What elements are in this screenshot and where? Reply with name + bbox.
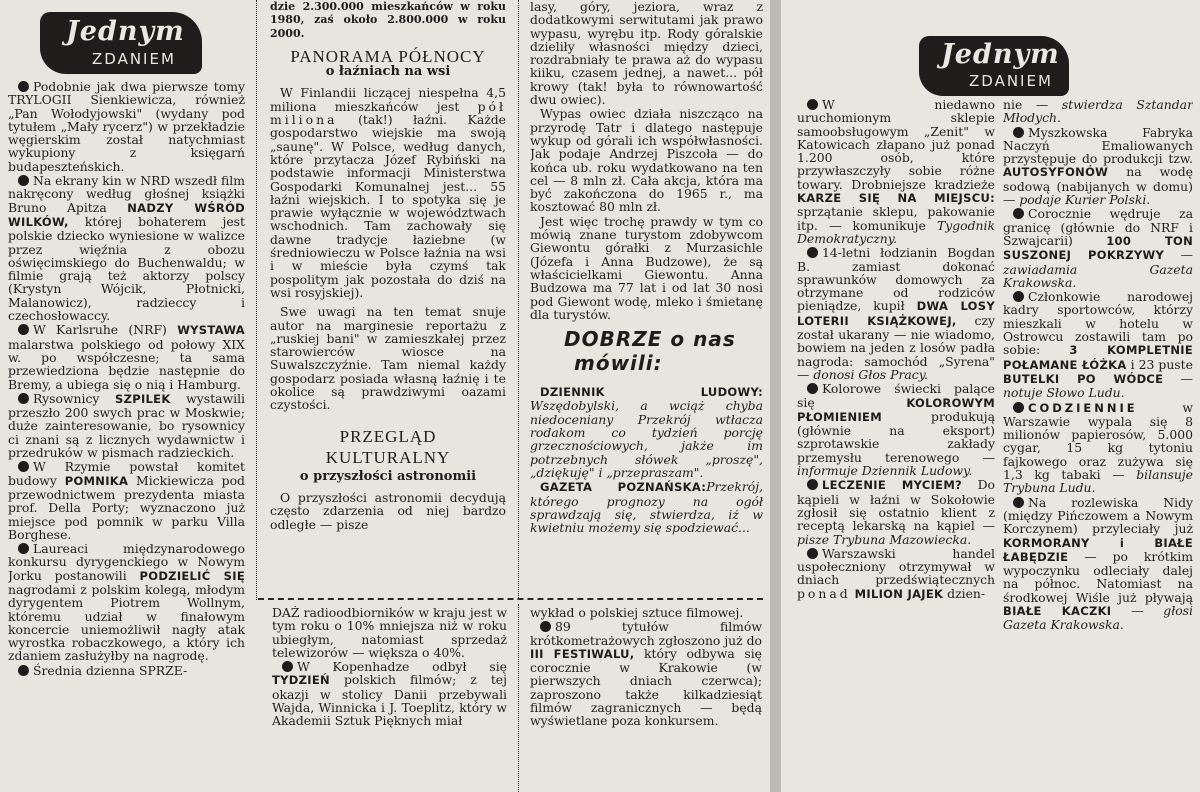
news-item: 89 tytułów filmów krótkometrażowych zgłoszono już do III FESTIWALU, który odbywa się corocznie w Krakowie (w pierwszych dniach czerwca); zaproszono także kilkadziesiąt filmów zagranicznych — będą wyświetlane poza konkursem. — [530, 619, 762, 729]
news-item: wykład o polskiej sztuce filmowej. — [530, 606, 744, 620]
news-item: Corocznie wędruje za granicę (głównie do NRF i Szwajcarii) 100 TON SUSZONEJ POKRZYWY — zawiadamia Gazeta Krakowska. — [1003, 206, 1193, 290]
article-paragraph: O przyszłości astronomii decydują często zdarzenia od niej bardzo odległe — pisze — [270, 489, 506, 532]
column-bottom-right — [530, 606, 762, 792]
bullet-icon — [18, 324, 29, 335]
jednym-zdaniem-badge-right — [919, 36, 1069, 96]
bullet-icon — [18, 461, 29, 472]
press-quote: DZIENNIK LUDOWY: Wszędobylski, a wciąż chyba niedoceniany Przekrój wtłacza rodakom co tydzień porcję grzecznościowych, jakże im potrzebnych słówek „proszę", „dziękuję" i „przepraszam". — [530, 385, 763, 480]
bullet-icon — [807, 548, 818, 559]
column-divider — [518, 604, 519, 792]
section-subtitle-laznie: o łaźniach na wsi — [325, 64, 451, 80]
news-item: DAŻ radioodbiorników w kraju jest w tym roku o 10% mniejsza niż w roku ubiegłym, natomiast sprzedaż telewizorów — większa o 40%. — [272, 606, 507, 660]
column-jednym-zdaniem-right-1 — [797, 98, 995, 788]
bullet-icon — [282, 661, 293, 672]
news-item: Warszawski handel uspołeczniony otrzymywał w dniach przedświątecznych ponad MILION JAJEK dzien- — [797, 545, 995, 601]
press-quote: GAZETA POZNAŃSKA:Przekrój, którego prognozy na ogół sprawdzają się, stwierdza, iż w kwietniu możemy się spodziewać... — [530, 479, 763, 536]
news-item: Na rozlewiska Nidy (między Pińczowem a Nowym Korczynem) przyleciały już KORMORANY i BIAŁE ŁABĘDZIE — po krótkim wypoczynku odleciały dalej na północ. Natomiast na środkowej Wiśle już pływają BIAŁE KACZKI — głosi Gazeta Krakowska. — [1003, 494, 1193, 633]
news-item: 14-letni łodzianin Bogdan B. zamiast dokonać sprawunków domowych za otrzymane od rodziców pieniądze, kupił DWA LOSY LOTERII KSIĄŻKOWEJ, czy został ukarany — nie wiadomo, bowiem na jeden z losów padła nagroda: samochód „Syrena" — donosi Głos Pracy. — [797, 245, 995, 382]
news-item: W Rzymie powstał komitet budowy POMNIKA Mickiewicza pod przewodnictwem prezydenta miasta prof. Della Porty; wyznaczono już miejsce pod pomnik w parku Villa Borghese. — [8, 459, 245, 542]
news-item: Członkowie narodowej kadry sportowców, którzy mieszkali w hotelu w Ostrowcu zostawili tam po sobie: 3 KOMPLETNIE POŁAMANE ŁÓŻKA i 23 puste BUTELKI PO WÓDCE — notuje Słowo Ludu. — [1003, 289, 1193, 401]
bullet-icon — [18, 543, 29, 554]
right-newspaper-page — [781, 0, 1200, 792]
article-continuation: lasy, góry, jeziora, wraz z dodatkowymi serwitutami jak prawo wypasu, wyrębu itp. Rody góralskie dzieliły własności między dzieci, rozdrabniały te prawa aż do wypasu kiiku, czasem jednej, a nawet... pół krowy (tak! była to równowartość dwu owiec). — [530, 0, 763, 108]
bullet-icon — [18, 175, 29, 186]
section-title-przeglad: PRZEGLĄD KULTURALNY — [325, 426, 451, 467]
news-item: W Kopenhadze odbył się TYDZIEŃ polskich filmów; z tej okazji w stolicy Danii przebywali Wajda, Winnicka i J. Toeplitz, który w Akademii Sztuk Pięknych miał — [272, 659, 507, 729]
bullet-icon — [1013, 127, 1024, 138]
news-item: Rysownicy SZPILEK wystawili przeszło 200 swych prac w Moskwie; duże zainteresowanie, bo rysownicy ci znani są z licznych wydawnictw i przedruków w pismach radzieckich. — [8, 390, 245, 461]
column-divider — [256, 0, 257, 600]
article-paragraph: Wypas owiec działa niszcząco na przyrodę Tatr i dlatego następuje wykup od górali ich współwłasności. Jak podaje Andrzej Piszcoła — do końca ub. roku wydatkowano na ten cel — 8 mln zł. Cała akcja, która ma być zakończona do 1965 r., ma kosztować 80 mln zł. — [530, 106, 763, 215]
news-item: Kolorowe świecki palące się KOLOROWYM PŁOMIENIEM produkują (głównie na eksport) szprotawskie zakłady przemysłu terenowego — informuje Dziennik Ludowy. — [797, 381, 995, 479]
bullet-icon — [1013, 208, 1024, 219]
article-paragraph: Swe uwagi na ten temat snuje autor na marginesie reportażu z „ruskiej bani" w zamieszkałej przez starowierców wiosce na Suwalszczyźnie. Tam niemal każdy gospodarz posiada własną łaźnię i te okolice są prawdziwymi oazami czystości. — [270, 304, 506, 413]
badge-line2: ZDANIEM — [969, 72, 1053, 90]
bullet-icon — [1013, 291, 1024, 302]
section-title-panorama: PANORAMA PÓŁNOCY — [290, 46, 486, 66]
column-gorale-dobrze — [530, 0, 763, 592]
article-continuation: dzie 2.300.000 mieszkańców w roku 1980, zaś około 2.800.000 w roku 2000. — [270, 0, 506, 40]
bullet-icon — [540, 621, 551, 632]
badge-line1: Jednym — [941, 39, 1060, 70]
jednym-zdaniem-badge-left — [40, 12, 202, 74]
news-item: LECZENIE MYCIEM? Do kąpieli w łaźni w Sokołowie zgłosił się ostatnio klient z receptą lekarską na kąpiel — pisze Trybuna Mazowiecka. — [797, 477, 995, 547]
article-paragraph: Jest więc trochę prawdy w tym co mówią znane turystom zdobywcom Giewontu górałki z Murzasichle (Józefa i Anna Budzowe), że są właścicielkami Giewontu. Anna Budzowa ma 77 lat i od lat 30 nosi pod Giewont wodę, mleko i śmietanę dla turystów. — [530, 213, 763, 322]
bullet-icon — [18, 81, 29, 92]
news-item: Laureaci międzynarodowego konkursu dyrygenckiego w Nowym Jorku postanowili PODZIELIĆ SIĘ nagrodami z polskim kolegą, młodym dyrygentem Piotrem Wollnym, któremu udział w finałowym koncercie uniemożliwił nagły atak wyrostka robaczkowego, a który ich zdaniem zasłużyłby na nagrodę. — [8, 541, 245, 664]
news-item: CODZIENNIE w Warszawie wypala się 8 milionów papierosów, 5.000 cygar, 15 kg tytoniu fajkowego oraz zużywa się 1,3 kg tabaki — bilansuje Trybuna Ludu. — [1003, 399, 1193, 496]
column-bottom-middle — [272, 606, 507, 792]
bullet-icon — [807, 99, 818, 110]
news-item: Na ekrany kin w NRD wszedł film nakręcony według głośnej książki Bruno Apitza NADZY WŚRÓD WILKÓW, której bohaterem jest polskie dziecko wyniesione w walizce przez więźnia z obozu oświęcimskiego do Buchenwaldu; w filmie grają też aktorzy polscy (Krystyn Wójcik, Płotnicki, Malanowicz), radzieccy i czechosłowaccy. — [8, 173, 245, 324]
badge-line2: ZDANIEM — [92, 50, 176, 68]
news-item: W niedawno uruchomionym sklepie samoobsługowym „Zenit" w Katowicach złapano już ponad 1.200 osób, które przywłaszczyły sobie różne towary. Drobniejsze kradzieże KARZE SIĘ NA MIEJSCU: sprzątanie sklepu, pakowanie itp. — komunikuje Tygodnik Demokratyczny. — [797, 98, 995, 246]
bullet-icon — [18, 665, 29, 676]
news-item: W Karlsruhe (NRF) WYSTAWA malarstwa polskiego od połowy XIX w. po współczesne; ta sama przewiedziona będzie następnie do Bremy, a ubiega się o nią i Hamburg. — [8, 322, 245, 392]
news-item: Średnia dzienna SPRZE- — [8, 664, 245, 677]
bullet-icon — [18, 393, 29, 404]
column-jednym-zdaniem-left — [8, 80, 245, 792]
dobrze-o-nas-mowili-heading: DOBRZE o nas mówili: — [564, 327, 736, 376]
news-item: nie — stwierdza Sztandar Młodych. — [1003, 98, 1193, 126]
section-subtitle-astronomia: o przyszłości astronomii — [299, 468, 477, 484]
horizontal-divider — [258, 598, 763, 600]
column-jednym-zdaniem-right-2 — [1003, 98, 1193, 788]
bullet-icon — [807, 247, 818, 258]
article-paragraph: W Finlandii liczącej niespełna 4,5 miliona mieszkańców jest pół miliona (tak!) łaźni. Każde gospodarstwo wiejskie ma swoją „saunę". W Polsce, według danych, które przytacza Józef Rybiński na podstawie informacji Ministerstwa Gospodarki Komunalnej jest... 55 łaźni wiejskich. I to spotyka się je prawie wyłącznie w województwach wschodnich. Tam zachowały się dawne tradycje łaziebne (w średniowieczu w Polsce łaźnia na wsi i w mieście była czymś tak pospolitym jak pozostała do dziś na wsi rosyjskiej). — [270, 85, 506, 300]
news-item: Podobnie jak dwa pierwsze tomy TRYLOGII Sienkiewicza, również „Pan Wołodyjowski" (wydany pod tytułem „Mały rycerz") w przekładzie węgierskim został natychmiast wykupiony z księgarń budapeszteńskich. — [8, 80, 245, 174]
news-item: Myszkowska Fabryka Naczyń Emaliowanych przystępuje do produkcji tzw. AUTOSYFONÓW na wodę sodową (nabijanych w domu) — podaje Kurier Polski. — [1003, 124, 1193, 208]
badge-line1: Jednym — [66, 16, 185, 47]
column-divider — [518, 0, 519, 600]
bullet-icon — [807, 479, 818, 490]
bullet-icon — [807, 383, 818, 394]
bullet-icon — [1013, 497, 1024, 508]
bullet-icon — [1013, 402, 1024, 413]
column-panorama — [270, 0, 506, 592]
